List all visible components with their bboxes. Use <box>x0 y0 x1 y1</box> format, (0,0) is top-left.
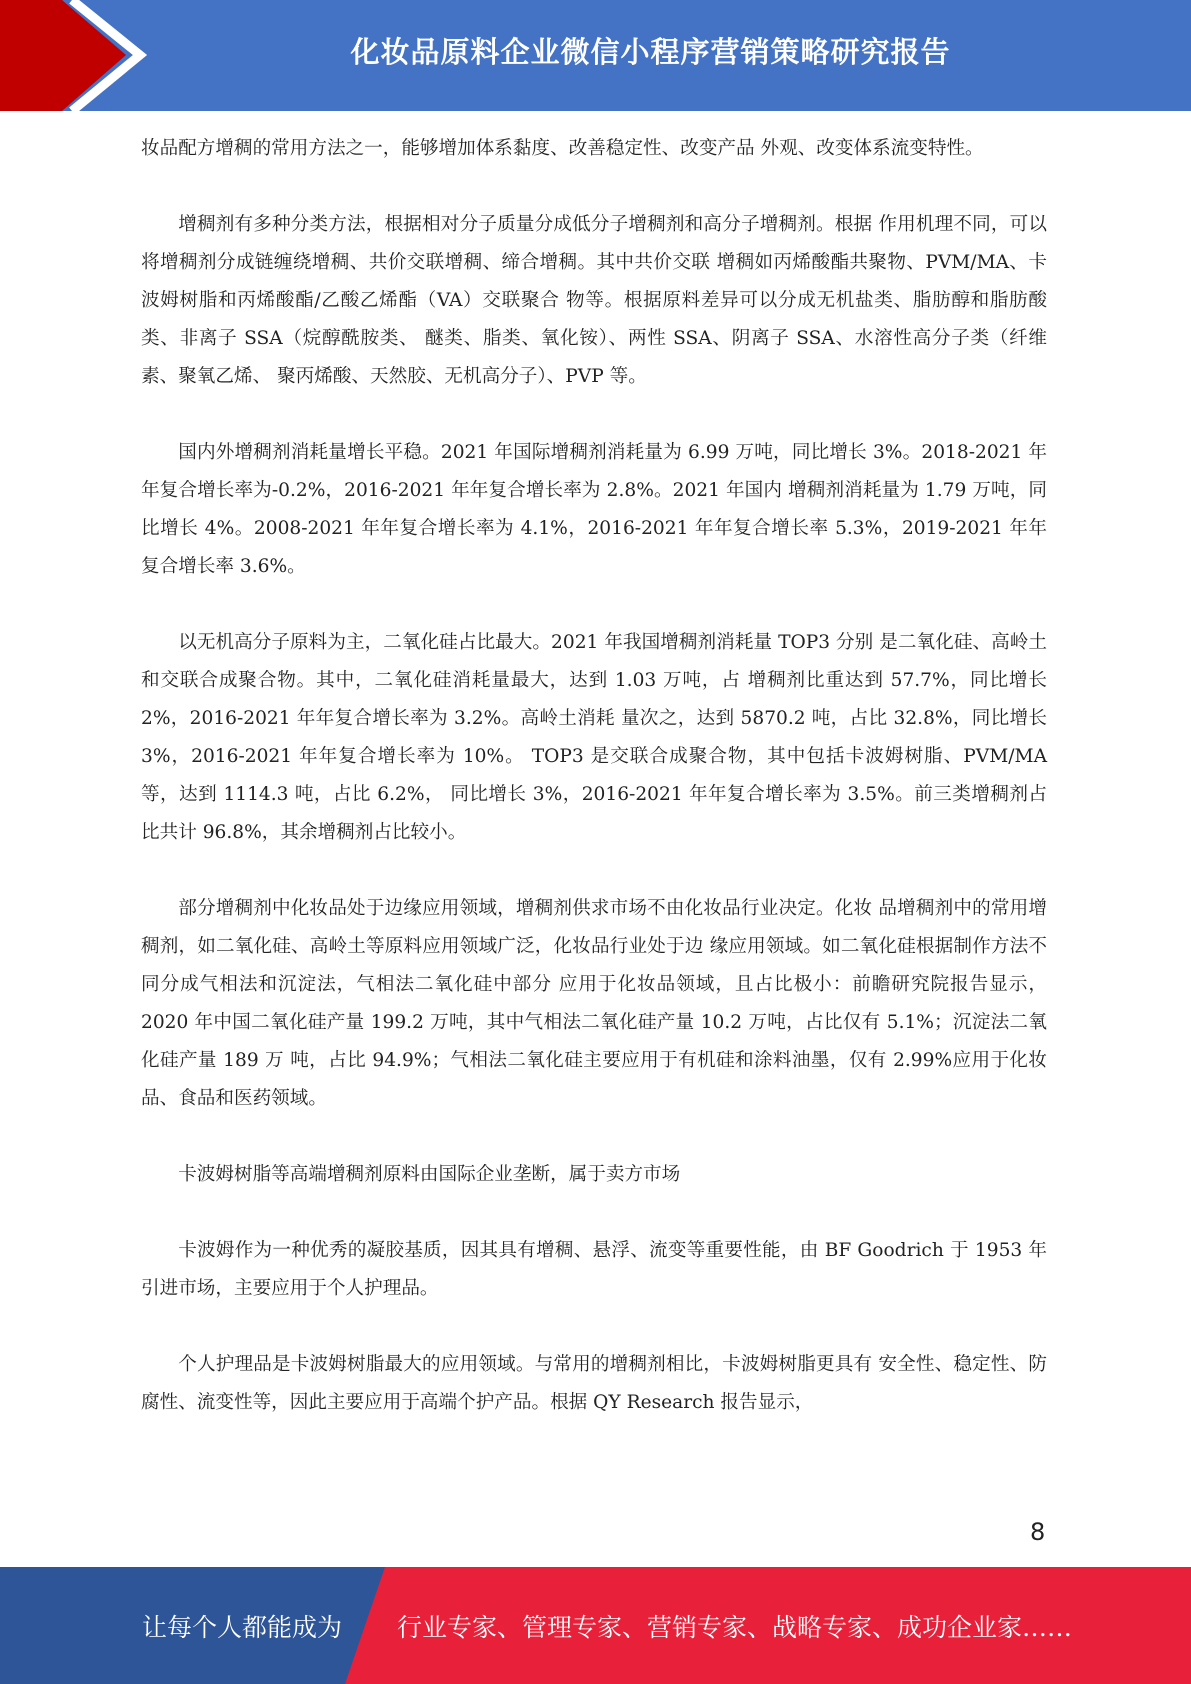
header-arrow-decoration <box>0 0 160 111</box>
page-number: 8 <box>1030 1518 1046 1546</box>
report-header <box>0 0 1191 111</box>
report-title: 化妆品原料企业微信小程序营销策略研究报告 <box>350 34 951 69</box>
paragraph-4: 以无机高分子原料为主，二氧化硅占比最大。2021 年我国增稠剂消耗量 TOP3 分别 是二氧化硅、高岭土和交联合成聚合物。其中，二氧化硅消耗量最大，达到 1.03 万吨，占 增稠剂比重达到 57.7%，同比增长 2%，2016-2021 年年复合增长率为 3.2%。高岭土消耗 量次之，达到 5870.2 吨，占比 32.8%，同比增长 3%，2016-2021 年年复合增长率为 10%。 TOP3 是交联合成聚合物，其中包括卡波姆树脂、PVM/MA 等，达到 1114.3 吨，占比 6.2%， 同比增长 3%，2016-2021 年年复合增长率为 3.5%。前三类增稠剂占比共计 96.8%，其余增稠剂占比较小。 <box>141 632 1047 843</box>
paragraph-2: 增稠剂有多种分类方法，根据相对分子质量分成低分子增稠剂和高分子增稠剂。根据 作用机理不同，可以将增稠剂分成链缠绕增稠、共价交联增稠、缔合增稠。其中共价交联 增稠如丙烯酸酯共聚物、PVM/MA、卡波姆树脂和丙烯酸酯/乙酸乙烯酯（VA）交联聚合 物等。根据原料差异可以分成无机盐类、脂肪醇和脂肪酸类、非离子 SSA（烷醇酰胺类、 醚类、脂类、氧化铵）、两性 SSA、阴离子 SSA、水溶性高分子类（纤维素、聚氧乙烯、 聚丙烯酸、天然胶、无机高分子）、PVP 等。 <box>141 214 1047 387</box>
report-body <box>141 130 1047 1460</box>
section-heading: 卡波姆树脂等高端增稠剂原料由国际企业垄断，属于卖方市场 <box>178 1164 681 1185</box>
paragraph-5: 部分增稠剂中化妆品处于边缘应用领域，增稠剂供求市场不由化妆品行业决定。化妆 品增稠剂中的常用增稠剂，如二氧化硅、高岭土等原料应用领域广泛，化妆品行业处于边 缘应用领域。如二氧化硅根据制作方法不同分成气相法和沉淀法，气相法二氧化硅中部分 应用于化妆品领域，且占比极小：前瞻研究院报告显示，2020 年中国二氧化硅产量 199.2 万吨，其中气相法二氧化硅产量 10.2 万吨，占比仅有 5.1%；沉淀法二氧化硅产量 189 万 吨，占比 94.9%；气相法二氧化硅主要应用于有机硅和涂料油墨，仅有 2.99%应用于化妆 品、食品和医药领域。 <box>141 898 1047 1109</box>
paragraph-7: 个人护理品是卡波姆树脂最大的应用领域。与常用的增稠剂相比，卡波姆树脂更具有 安全性、稳定性、防腐性、流变性等，因此主要应用于高端个护产品。根据 QY Research 报告显示， <box>141 1354 1047 1413</box>
report-footer <box>0 1567 1191 1684</box>
footer-slogan-right: 行业专家、管理专家、营销专家、战略专家、成功企业家…… <box>397 1612 1073 1642</box>
footer-slogan-left: 让每个人都能成为 <box>142 1612 343 1642</box>
paragraph-6: 卡波姆作为一种优秀的凝胶基质，因其具有增稠、悬浮、流变等重要性能，由 BF Goodrich 于 1953 年引进市场，主要应用于个人护理品。 <box>141 1240 1047 1299</box>
paragraph-1: 妆品配方增稠的常用方法之一，能够增加体系黏度、改善稳定性、改变产品 外观、改变体系流变特性。 <box>141 138 984 159</box>
paragraph-3: 国内外增稠剂消耗量增长平稳。2021 年国际增稠剂消耗量为 6.99 万吨，同比增长 3%。2018-2021 年年复合增长率为-0.2%，2016-2021 年年复合增长率为 2.8%。2021 年国内 增稠剂消耗量为 1.79 万吨，同比增长 4%。2008-2021 年年复合增长率为 4.1%，2016-2021 年年复合增长率 5.3%，2019-2021 年年复合增长率 3.6%。 <box>141 442 1047 577</box>
